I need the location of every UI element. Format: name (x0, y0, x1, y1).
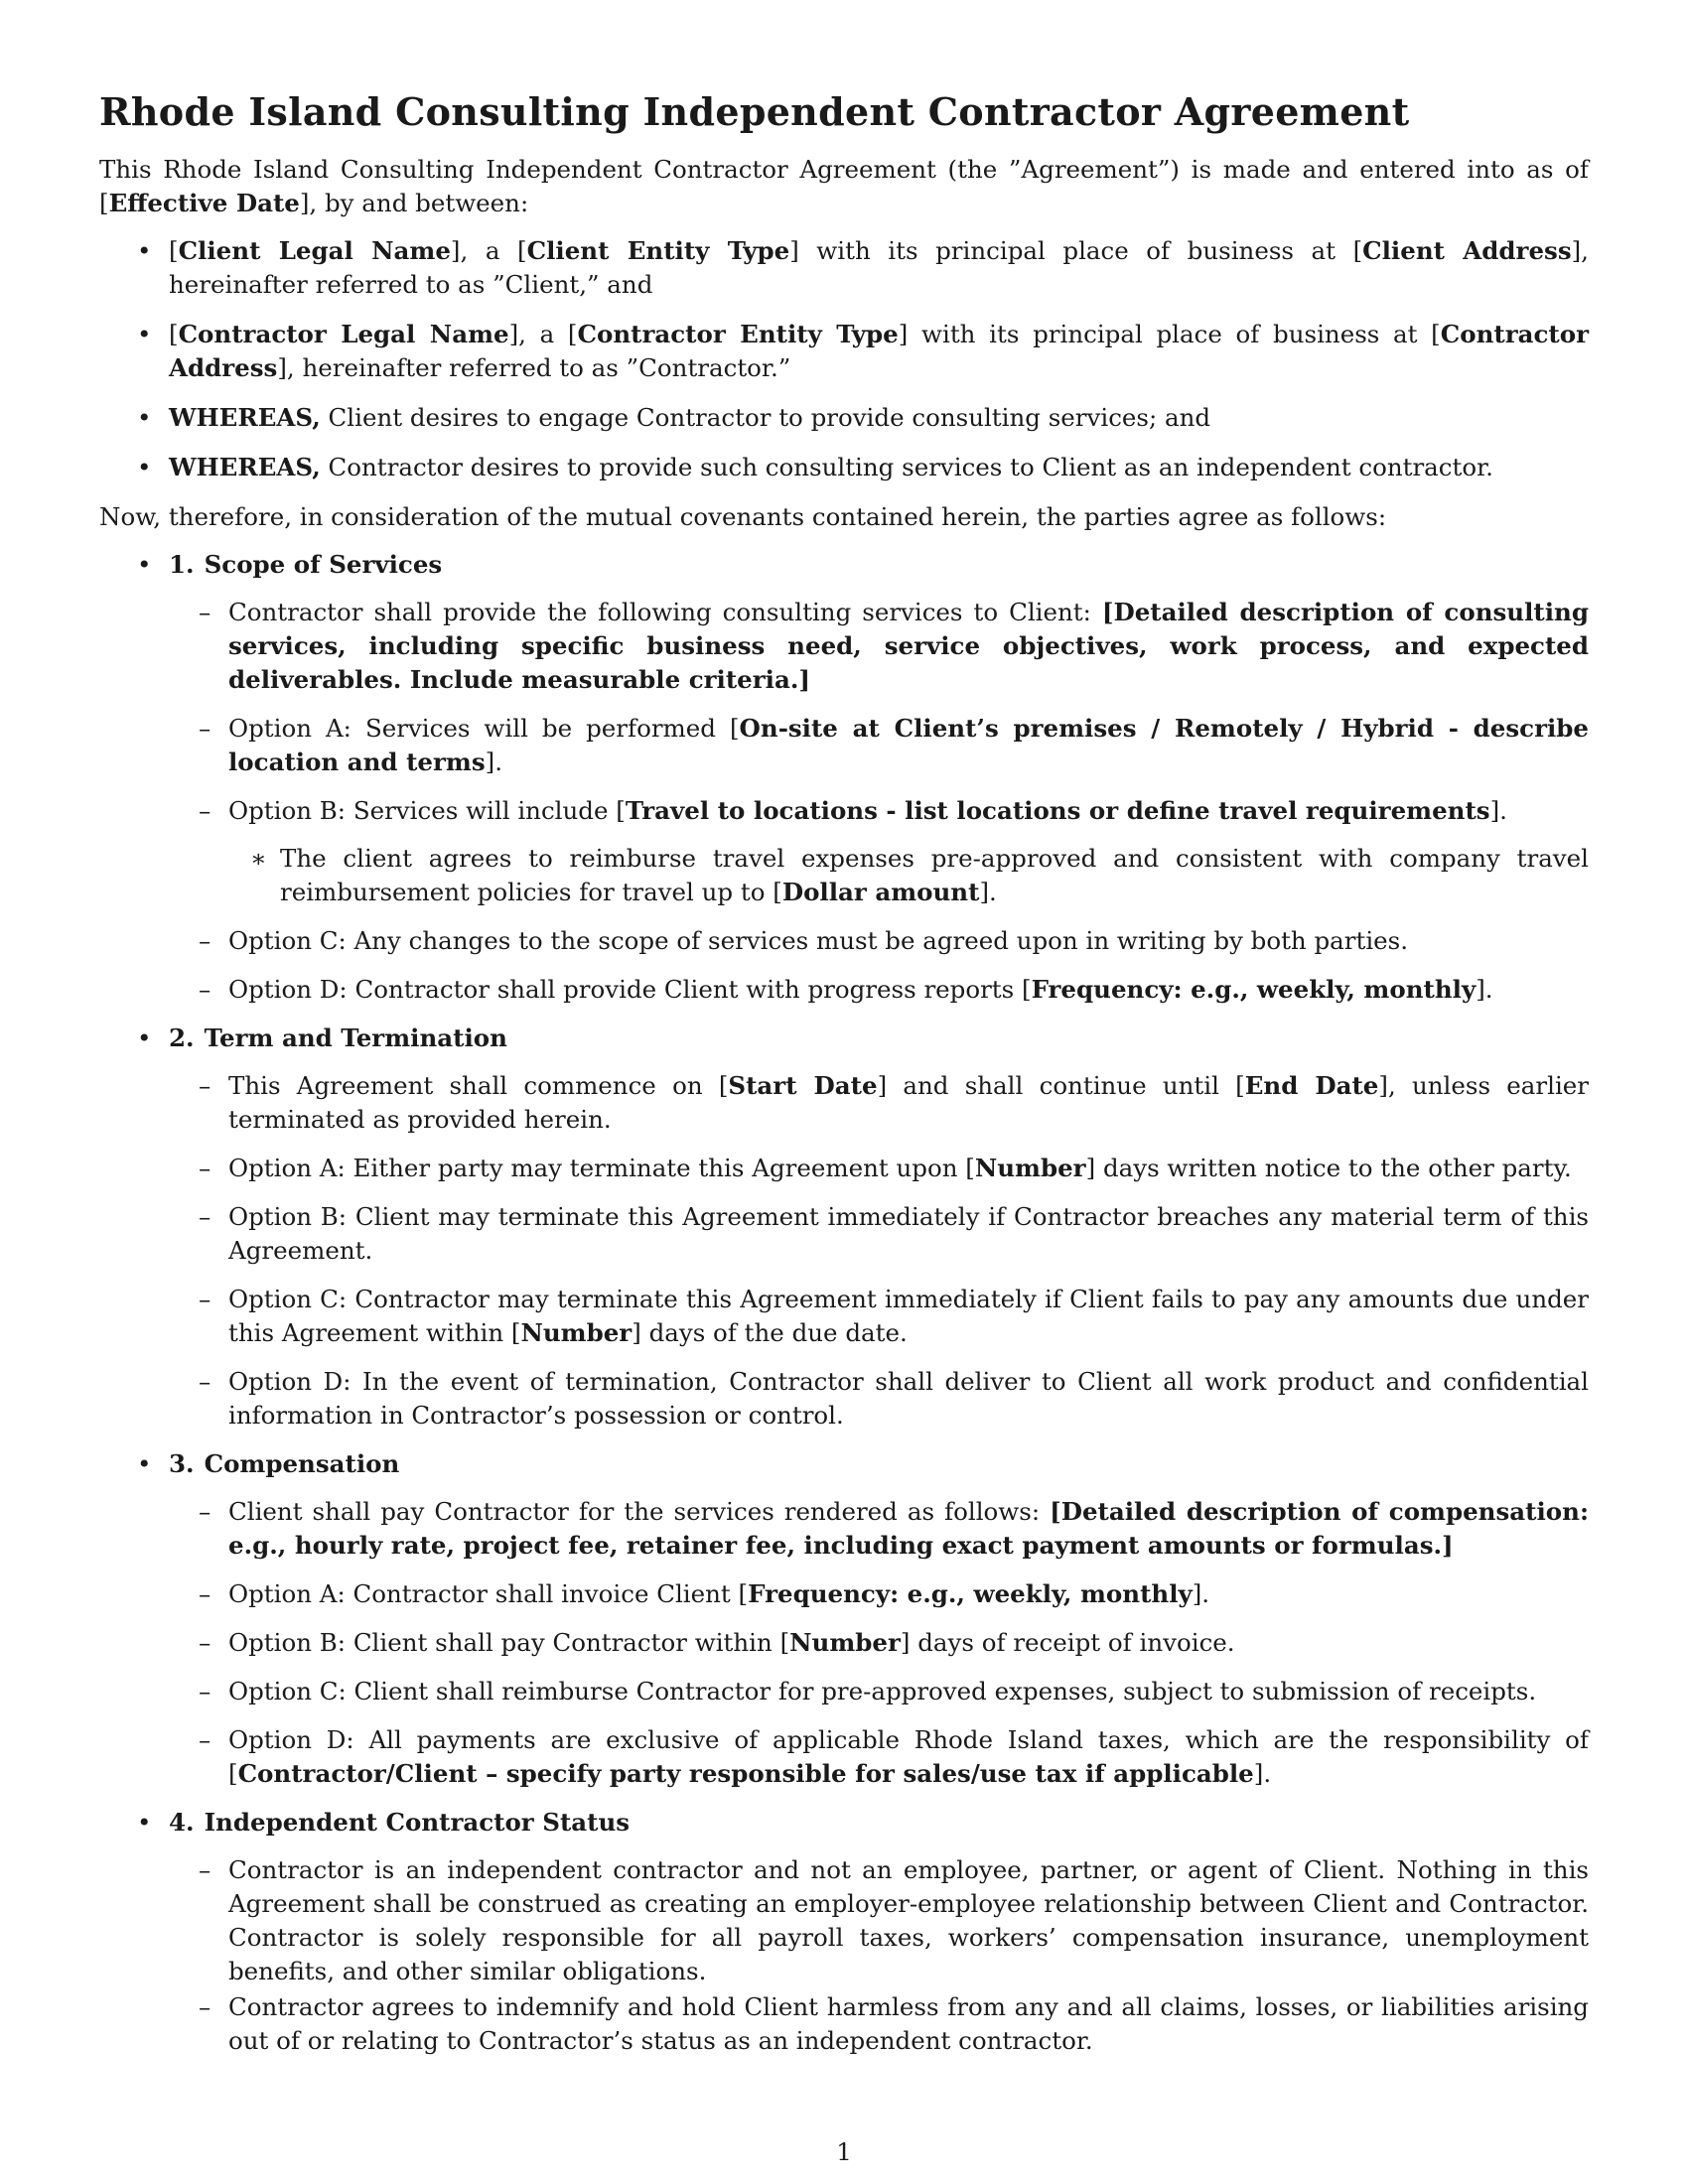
parties-list (99, 234, 1589, 484)
document-page (99, 89, 1589, 2073)
page-title: Rhode Island Consulting Independent Contractor Agreement (99, 89, 1410, 134)
party-client: • [Client Legal Name], a [Client Entity Type] with its principal place of business at [Client Address], hereinafter referred to as ”Client,” and (99, 234, 1589, 302)
section-item: – Contractor shall provide the following consulting services to Client: [Detailed description of consulting services, including specific business need, service objectives, work process, and expected deliverables. Include measurable criteria.] (169, 596, 1589, 697)
section-item: – Client shall pay Contractor for the services rendered as follows: [Detailed description of compensation: e.g., hourly rate, project fee, retainer fee, including exact payment amounts or formulas.] (169, 1495, 1589, 1563)
section-item: – Contractor is an independent contractor and not an employee, partner, or agent of Client. Nothing in this Agreement shall be construed as creating an employer-employee relationship between Client and Contractor. Contractor is solely responsible for all payroll taxes, workers’ compensation insurance, unemployment benefits, and other similar obligations. (169, 1853, 1589, 1988)
section-item: – Option C: Client shall reimburse Contractor for pre-approved expenses, subject to submission of receipts. (169, 1675, 1589, 1708)
section-items (169, 1853, 1589, 2058)
section-heading: • 2. Term and Termination (169, 1024, 507, 1052)
section-scope-of-services (99, 548, 1589, 1007)
whereas-clause-2: • WHEREAS, Contractor desires to provide such consulting services to Client as an independent contractor. (99, 451, 1589, 484)
section-item: – Contractor agrees to indemnify and hold Client harmless from any and all claims, losses, or liabilities arising out of or relating to Contractor’s status as an independent contractor. (169, 1990, 1589, 2058)
section-item: – Option D: All payments are exclusive of applicable Rhode Island taxes, which are the responsibility of [Contractor/Client – specify party responsible for sales/use tax if applicable]. (169, 1723, 1589, 1791)
section-items (169, 1069, 1589, 1433)
client-entity-placeholder: Client Entity Type (526, 236, 790, 265)
section-heading: • 1. Scope of Services (169, 550, 443, 579)
intro-text-end: ], by and between: (299, 189, 529, 217)
page-number: 1 (836, 2137, 852, 2166)
contractor-address-placeholder: Contractor Address (169, 320, 1589, 382)
section-heading: • 4. Independent Contractor Status (169, 1808, 631, 1837)
section-item: – Option C: Any changes to the scope of services must be agreed upon in writing by both parties. (169, 924, 1589, 958)
section-heading: • 3. Compensation (169, 1449, 400, 1478)
section-items (169, 596, 1589, 1007)
section-term-and-termination (99, 1022, 1589, 1433)
now-therefore-paragraph: Now, therefore, in consideration of the mutual covenants contained herein, the parties agree as follows: (99, 502, 1387, 531)
sub-items (228, 842, 1589, 909)
section-item: – Option C: Contractor may terminate this Agreement immediately if Client fails to pay any amounts due under this Agreement within [Number] days of the due date. (169, 1283, 1589, 1350)
section-item: – Option A: Either party may terminate this Agreement upon [Number] days written notice to the other party. (169, 1152, 1589, 1185)
effective-date-placeholder: Effective Date (108, 189, 300, 217)
whereas-clause-1: • WHEREAS, Client desires to engage Contractor to provide consulting services; and (99, 401, 1589, 435)
sections-list (99, 548, 1589, 2058)
sub-item: ∗ The client agrees to reimburse travel expenses pre-approved and consistent with company travel reimbursement policies for travel up to [Dollar amount]. (228, 842, 1589, 909)
contractor-entity-placeholder: Contractor Entity Type (577, 320, 899, 348)
client-name-placeholder: Client Legal Name (178, 236, 451, 265)
intro-paragraph (99, 153, 1589, 220)
section-item: – This Agreement shall commence on [Start Date] and shall continue until [End Date], unless earlier terminated as provided herein. (169, 1069, 1589, 1137)
section-items (169, 1495, 1589, 1791)
section-item: – Option B: Client shall pay Contractor within [Number] days of receipt of invoice. (169, 1626, 1589, 1660)
section-item: – Option A: Services will be performed [On-site at Client’s premises / Remotely / Hybrid - describe location and terms]. (169, 712, 1589, 779)
intro-text: This Rhode Island Consulting Independent Contractor Agreement (the ”Agreement”) is made and entered into as of [ (99, 155, 1589, 217)
section-item: – Option B: Client may terminate this Agreement immediately if Contractor breaches any material term of this Agreement. (169, 1200, 1589, 1268)
contractor-name-placeholder: Contractor Legal Name (178, 320, 509, 348)
section-item: – Option B: Services will include [Travel to locations - list locations or define travel requirements]. ∗ The client agrees to reimburse travel expenses pre-approved and consistent with company travel reimbursement policies for travel up to [Dollar amount]. (169, 794, 1589, 909)
section-item: – Option D: Contractor shall provide Client with progress reports [Frequency: e.g., weekly, monthly]. (169, 973, 1589, 1007)
section-independent-contractor-status (99, 1806, 1589, 2058)
client-address-placeholder: Client Address (1362, 236, 1572, 265)
section-item: – Option D: In the event of termination, Contractor shall deliver to Client all work product and confidential information in Contractor’s possession or control. (169, 1365, 1589, 1433)
party-contractor: • [Contractor Legal Name], a [Contractor Entity Type] with its principal place of business at [Contractor Address], hereinafter referred to as ”Contractor.” (99, 318, 1589, 385)
section-item: – Option A: Contractor shall invoice Client [Frequency: e.g., weekly, monthly]. (169, 1577, 1589, 1611)
section-compensation (99, 1447, 1589, 1791)
